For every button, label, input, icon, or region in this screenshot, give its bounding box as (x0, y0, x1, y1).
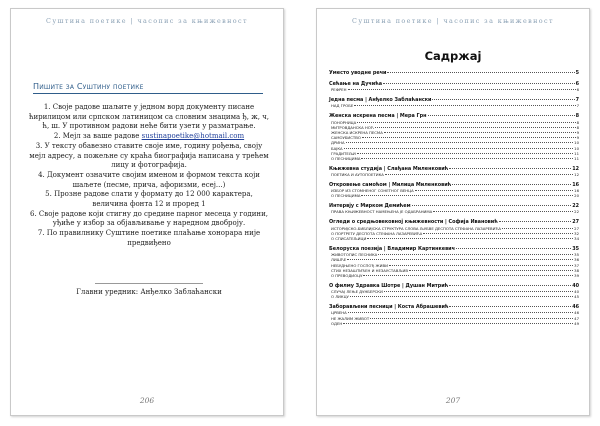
toc-entry-page: 16 (572, 181, 579, 188)
toc-subentry-title: ИЗБОР ИЗ СТОМНЕНОГ СОНЕТНОГ ВЕНЦА (331, 188, 414, 194)
toc-subentry-title: О ПЕСНИЦИМА (331, 193, 361, 199)
dot-leader (367, 238, 573, 239)
toc-subentry[interactable] (329, 273, 579, 278)
dot-leader (433, 211, 573, 212)
dot-leader (456, 248, 571, 249)
dot-leader (350, 296, 573, 297)
rule-3: 3. У тексту обавезно ставите своје име, годину рођења, своју мејл адресу, а пожељне су краћа биографија написана у трећем лицу и фотографија. (29, 141, 269, 170)
toc-subentry-page: 8 (576, 119, 579, 125)
rule-2-text: 2. Мејл за ваше радове (53, 132, 142, 141)
toc-subentry-title: БАЈКА (331, 145, 343, 151)
toc-subentry-title: ЖИВОТОПИС ПЕСНИКА (331, 252, 378, 258)
toc-entry-page: 35 (572, 245, 579, 252)
toc-subentry-title: ЖЕНСКА ИСКРЕНА ПЕСМА (331, 129, 383, 135)
dot-leader (432, 99, 574, 100)
right-page (316, 8, 590, 416)
rule-6: 6. Своје радове који стигну до средине парног месеца у години, уђиће у избор за објављивање у наредном двоброју. (30, 209, 268, 228)
toc-subentry-title: СТИХ НЕЗАШТИЋЕН И НЕЗАУСТАВЉИВ (331, 267, 408, 273)
toc-entry-title: О филму Здравка Шотре | Душан Митрић (329, 282, 449, 289)
toc-subentry-title: О ПЕСНИЦИМА (331, 155, 361, 161)
toc-subentry-title: НЕБУДЊЕНО ГОСПОЂ ЖИВИ (331, 262, 388, 268)
dot-leader (362, 137, 576, 138)
toc-subentry-page: 32 (574, 230, 579, 236)
submission-rules (27, 103, 271, 249)
dot-leader (449, 306, 571, 307)
rule-5: 5. Прозне радове слати у формату до 12 000 карактера, величина фонта 12 и проред 1 (45, 190, 253, 209)
dot-leader (361, 158, 573, 159)
toc-subentry[interactable] (329, 156, 579, 161)
toc-subentry-page: 20 (574, 193, 579, 199)
toc-entry-title: Белоруска поезија | Владимир Картинкевич (329, 245, 455, 252)
submission-title: Пишите за Суштину поетике (33, 82, 263, 94)
toc-subentry-page: 10 (574, 145, 579, 151)
toc-subentry-page: 22 (574, 209, 579, 215)
toc-section (329, 70, 579, 76)
toc-subentry-title: О СПИСАТЕЉИЦИ (331, 236, 367, 241)
toc-subentry-page: 11 (574, 150, 579, 156)
editor-line: Главни уредник: Анђелко Заблаћански (76, 288, 222, 296)
toc-subentry[interactable] (329, 236, 579, 241)
toc-subentry-page: 8 (576, 124, 579, 130)
dot-leader (363, 275, 573, 276)
toc-section (329, 219, 579, 241)
dot-leader (387, 72, 574, 73)
toc-entry-title: Уместо уводне речи (329, 70, 387, 76)
toc-subentry-page: 36 (574, 257, 579, 263)
dot-leader (357, 153, 573, 154)
toc-subentry[interactable] (329, 209, 579, 214)
toc-subentry-page: 49 (574, 320, 579, 326)
toc-entry-title: Књижевна студија | Слађана Миленковић (329, 165, 449, 172)
rule-1: 1. Своје радове шаљите у једном ворд документу писане ћирилицом или српском латиницом са словним знацима ђ, ж, ч, ћ, ш. У противном радови неће бити узети у разматрање. (28, 103, 269, 131)
dot-leader (384, 132, 576, 133)
toc-subentry-title: О ЛИКЦУ (331, 294, 349, 300)
toc-subentry-title: ГРАДИТЕЉИ (331, 150, 356, 156)
dot-leader (357, 122, 575, 123)
toc-subentry[interactable] (329, 87, 579, 92)
toc-subentry-title: НАД ГРОБЕ (331, 103, 354, 109)
toc-subentry-title: ПОНОРНИЦА (331, 119, 357, 125)
dot-leader (370, 318, 573, 319)
toc-section (329, 113, 579, 161)
dot-leader (375, 127, 576, 128)
toc-subentry-title: РЕФРЕН (331, 87, 347, 93)
rule-7: 7. По правилнику Суштине поетике плаћање хонорара није предвиђено (37, 229, 261, 247)
dot-leader (449, 285, 571, 286)
toc-entry-page: 6 (575, 80, 579, 87)
dot-leader (415, 190, 573, 191)
toc-subentry-title: ИСТОРИЈСКО-БИБЛИЈСКА СТРУКТУРА СЛОВА ЉУБВЕ ДЕСПОТА СТЕФАНА ЛАЗАРЕВИЋА (331, 225, 502, 231)
toc-section (329, 203, 579, 215)
dot-leader (412, 205, 572, 206)
dot-leader (383, 83, 574, 84)
rule-4: 4. Документ означите својим именом и формом текста који шаљете (песме, прича, афоризми, есеј...) (38, 170, 260, 189)
toc-entry-page: 27 (572, 219, 579, 226)
toc-entry-page: 5 (575, 70, 579, 76)
toc-subentry[interactable] (329, 294, 579, 299)
toc-section (329, 166, 579, 178)
rule-2 (27, 132, 271, 142)
toc-subentry-page: 27 (574, 225, 579, 231)
dot-leader (449, 168, 571, 169)
toc-subentry-page: 6 (576, 87, 579, 93)
page-number: 207 (445, 396, 461, 405)
toc-subentry-page: 45 (574, 294, 579, 300)
toc-entry-title: Откровење самоћом | Милица Миленковић (329, 181, 452, 188)
dot-leader (343, 323, 573, 324)
toc-subentry-page: 39 (574, 272, 579, 278)
toc-subentry-title: ДРИНА (331, 140, 345, 146)
dot-leader (354, 105, 575, 106)
toc-subentry-title: ПРАВА КЊИЖЕВНОСТ НАМЕЊЕНА ЈЕ ОДАБРАНИМА (331, 209, 433, 215)
dot-leader (452, 184, 571, 185)
toc-subentry-page: 47 (574, 315, 579, 321)
toc-entry-page: 22 (572, 203, 579, 210)
toc-subentry[interactable] (329, 321, 579, 326)
page-number: 206 (139, 396, 155, 405)
toc-subentry-page: 9 (576, 129, 579, 135)
toc-subentry-title: НЕ ЖАЛИМ ЖИВОТ (331, 315, 370, 321)
dot-leader (344, 148, 574, 149)
toc-entry-title: Једна песма | Анђелко Заблаћански (329, 97, 432, 104)
toc-subentry-page: 34 (574, 236, 579, 241)
toc-subentry-page: 40 (574, 289, 579, 295)
divider (95, 283, 203, 284)
toc-subentry-page: 16 (574, 188, 579, 194)
dot-leader (409, 270, 573, 271)
toc-section (329, 97, 579, 109)
toc-subentry-page: 7 (576, 103, 579, 109)
toc-subentry-page: 10 (574, 140, 579, 146)
dot-leader (346, 142, 574, 143)
toc-section (329, 81, 579, 93)
toc-entry-page: 12 (572, 165, 579, 172)
running-header: Суштина поетике | часопис за књижевност (352, 17, 554, 25)
dot-leader (423, 233, 573, 234)
toc-section (329, 246, 579, 278)
toc-subentry-title: О ПРЕВОДИОЦУ (331, 272, 363, 278)
toc-subentry-page: 11 (574, 155, 579, 161)
toc-entry-title: Интервју с Мирком Демићем (329, 203, 411, 210)
toc-subentry-title: ЛИШЋЕ (331, 257, 347, 263)
toc-subentry[interactable] (329, 103, 579, 108)
toc-subentry-title: ОДЕН (331, 320, 343, 326)
toc-subentry-page: 38 (574, 267, 579, 273)
toc-title: Садржај (424, 49, 482, 63)
toc-subentry-title: САМОУБИСТВО (331, 135, 361, 141)
toc-entry-page: 8 (575, 113, 579, 120)
toc-entry-page: 40 (572, 282, 579, 289)
toc-entry-title: Заборављени песници | Коста Абрашевић (329, 303, 449, 310)
toc-subentry-title: МИТРОВДАНСКА НОЋ (331, 124, 374, 130)
dot-leader (347, 259, 573, 260)
dot-leader (361, 195, 573, 196)
toc-entry-title: Сећање на Дучића (329, 80, 383, 87)
left-page (10, 8, 284, 416)
dot-leader (389, 265, 573, 266)
dot-leader (378, 254, 573, 255)
toc-subentry-page: 12 (574, 172, 579, 178)
email-link[interactable]: sustinapoetike@hotmail.com (141, 132, 245, 141)
dot-leader (502, 228, 573, 229)
toc-entry-title: Женска искрена песма | Мера Грн (329, 113, 427, 120)
toc-subentry[interactable] (329, 172, 579, 177)
toc-subentry-page: 37 (574, 262, 579, 268)
toc-subentry-page: 46 (574, 310, 579, 316)
dot-leader (428, 115, 575, 116)
toc-subentry-title: СЛУЧАЈ ЛЕЊЕ ДУНБЕРСКИ (331, 289, 383, 295)
toc-subentry[interactable] (329, 193, 579, 198)
dot-leader (384, 291, 573, 292)
toc-section (329, 283, 579, 300)
toc-entry[interactable] (329, 70, 579, 76)
dot-leader (385, 174, 573, 175)
dot-leader (348, 312, 573, 313)
toc-subentry-page: 9 (576, 135, 579, 141)
toc-section (329, 182, 579, 199)
dot-leader (499, 221, 571, 222)
toc-section (329, 304, 579, 326)
toc-subentry-title: ЦРВЕНА (331, 310, 347, 316)
toc-entry-title: Огледи о средњовековној књижевности | Софија Ивановић (329, 219, 498, 226)
toc-subentry-page: 35 (574, 252, 579, 258)
toc-subentry-title: ПОЕТИКА И АУТОПОЕТИКА (331, 172, 384, 178)
dot-leader (348, 89, 576, 90)
running-header: Суштина поетике | часопис за књижевност (46, 17, 248, 25)
toc-subentry-title: О ПОРТРЕТУ ДЕСПОТА СТЕФАНА ЛАЗАРЕВИЋА (331, 230, 423, 236)
table-of-contents (329, 70, 579, 330)
toc-entry-page: 7 (575, 97, 579, 104)
toc-entry-page: 46 (572, 303, 579, 310)
